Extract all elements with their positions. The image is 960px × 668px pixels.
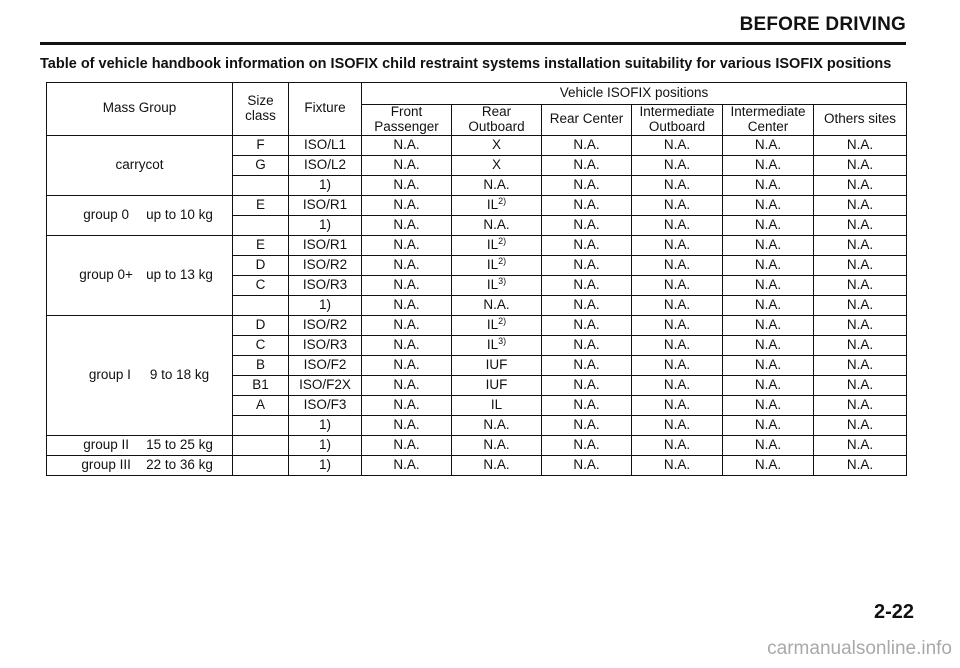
- header-vehicle-positions: Vehicle ISOFIX positions: [362, 83, 907, 105]
- rear-center-cell: N.A.: [542, 155, 632, 175]
- rear-center-cell: N.A.: [542, 355, 632, 375]
- front-passenger-cell: N.A.: [362, 275, 452, 295]
- size-class-cell: D: [233, 315, 289, 335]
- table-row: [47, 455, 907, 475]
- others-sites-cell: N.A.: [814, 315, 907, 335]
- front-passenger-cell: N.A.: [362, 435, 452, 455]
- fixture-cell: ISO/R2: [289, 315, 362, 335]
- intermediate-center-cell: N.A.: [723, 455, 814, 475]
- intermediate-outboard-cell: N.A.: [632, 215, 723, 235]
- others-sites-cell: N.A.: [814, 275, 907, 295]
- front-passenger-cell: N.A.: [362, 195, 452, 215]
- mass-group-cell: [47, 435, 233, 455]
- rear-outboard-cell: [452, 195, 542, 215]
- rear-center-cell: N.A.: [542, 415, 632, 435]
- mass-group-name: carrycot: [115, 156, 164, 172]
- front-passenger-cell: N.A.: [362, 255, 452, 275]
- mass-group-name: group 0: [83, 206, 129, 222]
- section-title: BEFORE DRIVING: [739, 14, 906, 35]
- rear-outboard-value: IUF: [485, 356, 508, 372]
- fixture-cell: ISO/R1: [289, 195, 362, 215]
- rear-center-cell: N.A.: [542, 135, 632, 155]
- rear-outboard-cell: [452, 135, 542, 155]
- header-front-passenger: Front Passenger: [362, 105, 452, 136]
- table-row: [47, 235, 907, 255]
- rear-outboard-cell: [452, 455, 542, 475]
- rear-outboard-cell: [452, 415, 542, 435]
- front-passenger-cell: N.A.: [362, 235, 452, 255]
- footnote-marker: 2): [498, 255, 507, 266]
- fixture-cell: ISO/F2X: [289, 375, 362, 395]
- intermediate-outboard-cell: N.A.: [632, 375, 723, 395]
- rear-center-cell: N.A.: [542, 335, 632, 355]
- mass-group-name: group I: [88, 366, 131, 382]
- front-passenger-cell: N.A.: [362, 295, 452, 315]
- fixture-cell: 1): [289, 215, 362, 235]
- size-class-cell: [233, 455, 289, 475]
- rear-outboard-value: N.A.: [483, 176, 510, 192]
- intermediate-center-cell: N.A.: [723, 415, 814, 435]
- intermediate-outboard-cell: N.A.: [632, 455, 723, 475]
- fixture-cell: 1): [289, 435, 362, 455]
- mass-group-range: 22 to 36 kg: [146, 456, 213, 472]
- intermediate-center-cell: N.A.: [723, 375, 814, 395]
- front-passenger-cell: N.A.: [362, 175, 452, 195]
- rear-center-cell: N.A.: [542, 255, 632, 275]
- size-class-cell: F: [233, 135, 289, 155]
- front-passenger-cell: N.A.: [362, 455, 452, 475]
- intermediate-outboard-cell: N.A.: [632, 415, 723, 435]
- rear-center-cell: N.A.: [542, 235, 632, 255]
- rear-center-cell: N.A.: [542, 175, 632, 195]
- intermediate-center-cell: N.A.: [723, 435, 814, 455]
- intermediate-center-cell: N.A.: [723, 355, 814, 375]
- header-mass-group: Mass Group: [47, 83, 233, 136]
- fixture-cell: 1): [289, 455, 362, 475]
- mass-group-range: up to 10 kg: [146, 206, 213, 222]
- isofix-suitability-table: [46, 82, 907, 476]
- intermediate-outboard-cell: N.A.: [632, 275, 723, 295]
- others-sites-cell: N.A.: [814, 415, 907, 435]
- page-number: 2-22: [873, 601, 914, 623]
- rear-outboard-value: IL: [486, 336, 499, 352]
- front-passenger-cell: N.A.: [362, 335, 452, 355]
- footnote-marker: 2): [498, 315, 507, 326]
- size-class-cell: A: [233, 395, 289, 415]
- rear-outboard-value: IL: [486, 276, 499, 292]
- size-class-cell: [233, 175, 289, 195]
- table-row: [47, 315, 907, 335]
- header-rear-center: Rear Center: [542, 105, 632, 136]
- mass-group-cell: [47, 455, 233, 475]
- size-class-cell: D: [233, 255, 289, 275]
- mass-group-name: group 0+: [79, 266, 133, 282]
- intermediate-center-cell: N.A.: [723, 335, 814, 355]
- others-sites-cell: N.A.: [814, 255, 907, 275]
- footnote-marker: 2): [498, 195, 507, 206]
- others-sites-cell: N.A.: [814, 215, 907, 235]
- front-passenger-cell: N.A.: [362, 215, 452, 235]
- others-sites-cell: N.A.: [814, 455, 907, 475]
- rear-center-cell: N.A.: [542, 215, 632, 235]
- others-sites-cell: N.A.: [814, 135, 907, 155]
- intermediate-center-cell: N.A.: [723, 315, 814, 335]
- size-class-cell: [233, 215, 289, 235]
- header-rule: [40, 42, 906, 45]
- rear-outboard-cell: [452, 175, 542, 195]
- size-class-cell: C: [233, 335, 289, 355]
- header-intermediate-outboard: Intermediate Outboard: [632, 105, 723, 136]
- intermediate-center-cell: N.A.: [723, 215, 814, 235]
- fixture-cell: 1): [289, 295, 362, 315]
- intermediate-outboard-cell: N.A.: [632, 435, 723, 455]
- intermediate-outboard-cell: N.A.: [632, 355, 723, 375]
- intermediate-center-cell: N.A.: [723, 395, 814, 415]
- footnote-marker: 2): [498, 235, 507, 246]
- others-sites-cell: N.A.: [814, 175, 907, 195]
- intermediate-outboard-cell: N.A.: [632, 335, 723, 355]
- rear-outboard-cell: [452, 295, 542, 315]
- fixture-cell: 1): [289, 175, 362, 195]
- size-class-cell: E: [233, 235, 289, 255]
- rear-outboard-cell: [452, 315, 542, 335]
- fixture-cell: ISO/L1: [289, 135, 362, 155]
- size-class-cell: B1: [233, 375, 289, 395]
- front-passenger-cell: N.A.: [362, 155, 452, 175]
- rear-outboard-value: N.A.: [483, 416, 510, 432]
- intermediate-center-cell: N.A.: [723, 275, 814, 295]
- fixture-cell: ISO/R1: [289, 235, 362, 255]
- rear-outboard-cell: [452, 255, 542, 275]
- mass-group-name: group II: [83, 436, 129, 452]
- intermediate-outboard-cell: N.A.: [632, 175, 723, 195]
- size-class-cell: C: [233, 275, 289, 295]
- intermediate-outboard-cell: N.A.: [632, 155, 723, 175]
- front-passenger-cell: N.A.: [362, 355, 452, 375]
- fixture-cell: ISO/R2: [289, 255, 362, 275]
- intermediate-outboard-cell: N.A.: [632, 295, 723, 315]
- intermediate-center-cell: N.A.: [723, 155, 814, 175]
- size-class-cell: B: [233, 355, 289, 375]
- others-sites-cell: N.A.: [814, 295, 907, 315]
- rear-outboard-value: N.A.: [483, 216, 510, 232]
- rear-outboard-value: N.A.: [483, 296, 510, 312]
- footnote-marker: 3): [498, 335, 507, 346]
- header-intermediate-center: Intermediate Center: [723, 105, 814, 136]
- rear-outboard-value: X: [491, 136, 501, 152]
- table-body: [47, 135, 907, 475]
- size-class-cell: [233, 295, 289, 315]
- mass-group-range: up to 13 kg: [146, 266, 213, 282]
- others-sites-cell: N.A.: [814, 355, 907, 375]
- intermediate-center-cell: N.A.: [723, 235, 814, 255]
- intermediate-outboard-cell: N.A.: [632, 255, 723, 275]
- rear-outboard-cell: [452, 355, 542, 375]
- rear-center-cell: N.A.: [542, 455, 632, 475]
- rear-outboard-cell: [452, 335, 542, 355]
- header-others-sites: Others sites: [814, 105, 907, 136]
- others-sites-cell: N.A.: [814, 435, 907, 455]
- header-size-class: Size class: [233, 83, 289, 136]
- others-sites-cell: N.A.: [814, 375, 907, 395]
- watermark: carmanualsonline.info: [767, 638, 952, 659]
- front-passenger-cell: N.A.: [362, 135, 452, 155]
- rear-outboard-cell: [452, 215, 542, 235]
- front-passenger-cell: N.A.: [362, 315, 452, 335]
- rear-outboard-value: IL: [486, 236, 499, 252]
- rear-outboard-cell: [452, 375, 542, 395]
- table-caption: Table of vehicle handbook information on ISOFIX child restraint systems installation suitability for various ISOFIX positions: [40, 56, 892, 72]
- others-sites-cell: N.A.: [814, 395, 907, 415]
- front-passenger-cell: N.A.: [362, 395, 452, 415]
- rear-outboard-cell: [452, 435, 542, 455]
- rear-center-cell: N.A.: [542, 375, 632, 395]
- rear-outboard-value: IUF: [485, 376, 508, 392]
- size-class-cell: E: [233, 195, 289, 215]
- front-passenger-cell: N.A.: [362, 375, 452, 395]
- size-class-cell: [233, 435, 289, 455]
- intermediate-outboard-cell: N.A.: [632, 135, 723, 155]
- footnote-marker: 3): [498, 275, 507, 286]
- rear-outboard-cell: [452, 155, 542, 175]
- intermediate-center-cell: N.A.: [723, 255, 814, 275]
- rear-outboard-cell: [452, 275, 542, 295]
- mass-group-name: group III: [81, 456, 131, 472]
- intermediate-outboard-cell: N.A.: [632, 315, 723, 335]
- intermediate-outboard-cell: N.A.: [632, 195, 723, 215]
- table-row: [47, 135, 907, 155]
- rear-center-cell: N.A.: [542, 295, 632, 315]
- mass-group-cell: [47, 135, 233, 195]
- rear-outboard-cell: [452, 395, 542, 415]
- rear-outboard-value: IL: [486, 196, 499, 212]
- intermediate-outboard-cell: N.A.: [632, 395, 723, 415]
- size-class-cell: [233, 415, 289, 435]
- rear-outboard-value: IL: [486, 256, 499, 272]
- fixture-cell: ISO/F2: [289, 355, 362, 375]
- size-class-cell: G: [233, 155, 289, 175]
- rear-outboard-value: N.A.: [483, 456, 510, 472]
- rear-outboard-value: IL: [486, 316, 499, 332]
- mass-group-cell: [47, 195, 233, 235]
- others-sites-cell: N.A.: [814, 155, 907, 175]
- front-passenger-cell: N.A.: [362, 415, 452, 435]
- fixture-cell: ISO/F3: [289, 395, 362, 415]
- header-fixture: Fixture: [289, 83, 362, 136]
- intermediate-center-cell: N.A.: [723, 135, 814, 155]
- rear-center-cell: N.A.: [542, 315, 632, 335]
- mass-group-cell: [47, 235, 233, 315]
- rear-center-cell: N.A.: [542, 195, 632, 215]
- rear-outboard-value: N.A.: [483, 436, 510, 452]
- rear-center-cell: N.A.: [542, 395, 632, 415]
- intermediate-outboard-cell: N.A.: [632, 235, 723, 255]
- fixture-cell: ISO/L2: [289, 155, 362, 175]
- fixture-cell: ISO/R3: [289, 335, 362, 355]
- table-row: [47, 435, 907, 455]
- intermediate-center-cell: N.A.: [723, 175, 814, 195]
- table-row: [47, 195, 907, 215]
- header-rear-outboard: Rear Outboard: [452, 105, 542, 136]
- fixture-cell: 1): [289, 415, 362, 435]
- rear-outboard-value: IL: [490, 396, 503, 412]
- fixture-cell: ISO/R3: [289, 275, 362, 295]
- rear-center-cell: N.A.: [542, 435, 632, 455]
- intermediate-center-cell: N.A.: [723, 295, 814, 315]
- rear-outboard-cell: [452, 235, 542, 255]
- intermediate-center-cell: N.A.: [723, 195, 814, 215]
- rear-outboard-value: X: [491, 156, 501, 172]
- mass-group-range: 15 to 25 kg: [146, 436, 213, 452]
- others-sites-cell: N.A.: [814, 235, 907, 255]
- others-sites-cell: N.A.: [814, 195, 907, 215]
- rear-center-cell: N.A.: [542, 275, 632, 295]
- others-sites-cell: N.A.: [814, 335, 907, 355]
- mass-group-range: 9 to 18 kg: [149, 366, 210, 382]
- mass-group-cell: [47, 315, 233, 435]
